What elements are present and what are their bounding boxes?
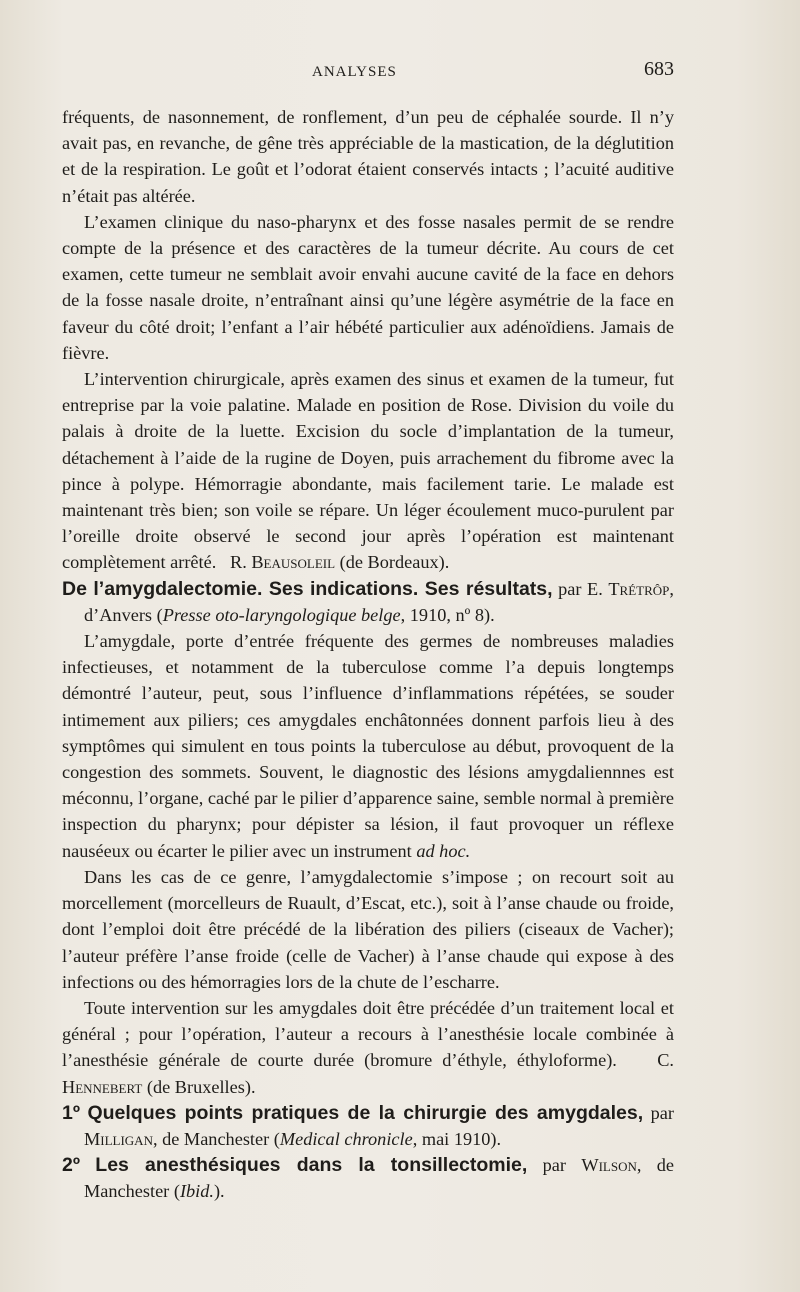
paragraph-cas-genre: Dans les cas de ce genre, l’amygdalectomie s’impose ; on recourt soit au morcellement (morcelleurs de Ruault, d’Escat, etc.), soit à l’anse chaude ou froide, dont l’emploi doit être précédé de la libération des piliers (ciseaux de Vacher); l’auteur préfère l’anse froide (celle de Vacher) à l’anse chaude qui expose à des infections ou des hémorragies lors de la chute de l’escharre.	[62, 866, 674, 992]
article2-journal: Medical chronicle	[279, 1128, 413, 1149]
article2-by: par	[650, 1102, 674, 1123]
article2-title: Quelques points pratiques de la chirurgie des amygdales,	[87, 1101, 644, 1124]
paragraph-intervention	[62, 366, 674, 576]
article3-by: par	[542, 1155, 566, 1176]
article2-heading	[62, 1100, 674, 1152]
signature2-initial: C.	[657, 1050, 674, 1071]
article2-author-place: , de Manchester (	[152, 1128, 280, 1149]
paragraph-examen-clinique: L’examen clinique du naso-pharynx et des fosse nasales permit de se rendre compte de la présence et des caractères de la tumeur décrite. Au cours de cet examen, cette tumeur ne semblait avoir envahi aucune cavité de la face en dehors de la fosse nasale droite, n’entraînant ainsi qu’une légère asymétrie de la face en faveur du côté droit; l’enfant a l’air hébété particulier aux adénoïdiens. Jamais de fièvre.	[62, 211, 674, 363]
paragraph-toute-intervention	[62, 995, 674, 1100]
article-ref: , 1910, nº 8).	[400, 604, 495, 625]
article3-author-place: , de Manchester (	[84, 1155, 674, 1202]
paragraph-toute-intervention-text: Toute intervention sur les amygdales doit être précédée d’un traitement local et général ; pour l’opération, l’auteur a recours à l’anesthésie locale combinée à l’anesthésie générale de courte durée (bromure d’éthyle, éthyloforme).	[62, 997, 674, 1071]
signature-author: Beausoleil	[251, 552, 336, 573]
paragraph-amygdale	[62, 628, 674, 864]
article3-number: 2º	[62, 1154, 80, 1177]
page-header	[62, 58, 674, 88]
article-heading	[62, 576, 674, 628]
article2-ref: , mai 1910).	[412, 1128, 502, 1149]
paragraph-amygdale-text: L’amygdale, porte d’entrée fréquente des germes de nombreuses maladies infectieuses, et notamment de la tuberculose comme l’a depuis longtemps démontré l’auteur, peut, sous l’influence d’inflammations répétées, se souder intimement aux piliers; ces amygdales enchâtonnées donnent parfois lieu à des symptômes qui simulent en tous points la tuberculose au début, provoquent de la congestion des sommets. Souvent, le diagnostic des lésions amygdaliennnes est méconnu, l’organe, caché par le pilier d’apparence saine, semble normal à première inspection du pharynx; pour dépister sa lésion, il faut provoquer un réflexe nauséeux ou écarter le pilier avec un instrument	[62, 631, 674, 861]
paragraph-continued: fréquents, de nasonnement, de ronflement, d’un peu de céphalée sourde. Il n’y avait pas, en revanche, de gêne très appréciable de la mastication, de la déglutition et de la respiration. Le goût et l’odorat étaient conservés intacts ; l’acuité auditive n’était pas altérée.	[62, 107, 674, 206]
article-author: Trétrôp	[608, 578, 670, 599]
running-head: ANALYSES	[312, 64, 397, 80]
article3-title: Les anesthésiques dans la tonsillectomie,	[95, 1154, 528, 1177]
signature-initial: R.	[230, 552, 247, 573]
article3-author: Wilson	[581, 1155, 637, 1176]
signature-place: (de Bordeaux).	[339, 552, 450, 573]
article-journal: Presse oto-laryngologique belge	[162, 604, 401, 625]
article-by: par E.	[558, 578, 603, 599]
paragraph-amygdale-italic: ad hoc.	[416, 840, 471, 861]
signature2-place: (de Bruxelles).	[146, 1076, 256, 1097]
article2-author: Milligan	[84, 1128, 153, 1149]
article-author-place: , d’Anvers (	[84, 578, 674, 625]
signature2-author: Hennebert	[62, 1076, 143, 1097]
article3-ref: ).	[213, 1181, 225, 1202]
page-body	[62, 104, 674, 1205]
page-number: 683	[644, 58, 674, 80]
article2-number: 1º	[62, 1101, 80, 1124]
article3-heading	[62, 1152, 674, 1204]
article3-journal: Ibid.	[179, 1181, 214, 1202]
paragraph-intervention-text: L’intervention chirurgicale, après examen des sinus et examen de la tumeur, fut entreprise par la voie palatine. Malade en position de Rose. Division du voile du palais à droite de la luette. Excision du socle d’implantation de la tumeur, détachement à l’aide de la rugine de Doyen, puis arrachement du fibrome avec la pince à polype. Hémorragie abondante, mais facilement tarie. Le malade est maintenant très bien; son voile se répare. Un léger écoulement muco-purulent par l’oreille droite observé le second jour après l’opération est maintenant complètement arrêté.	[62, 369, 674, 573]
article-title: De l’amygdalectomie. Ses indications. Ses résultats,	[62, 577, 553, 600]
